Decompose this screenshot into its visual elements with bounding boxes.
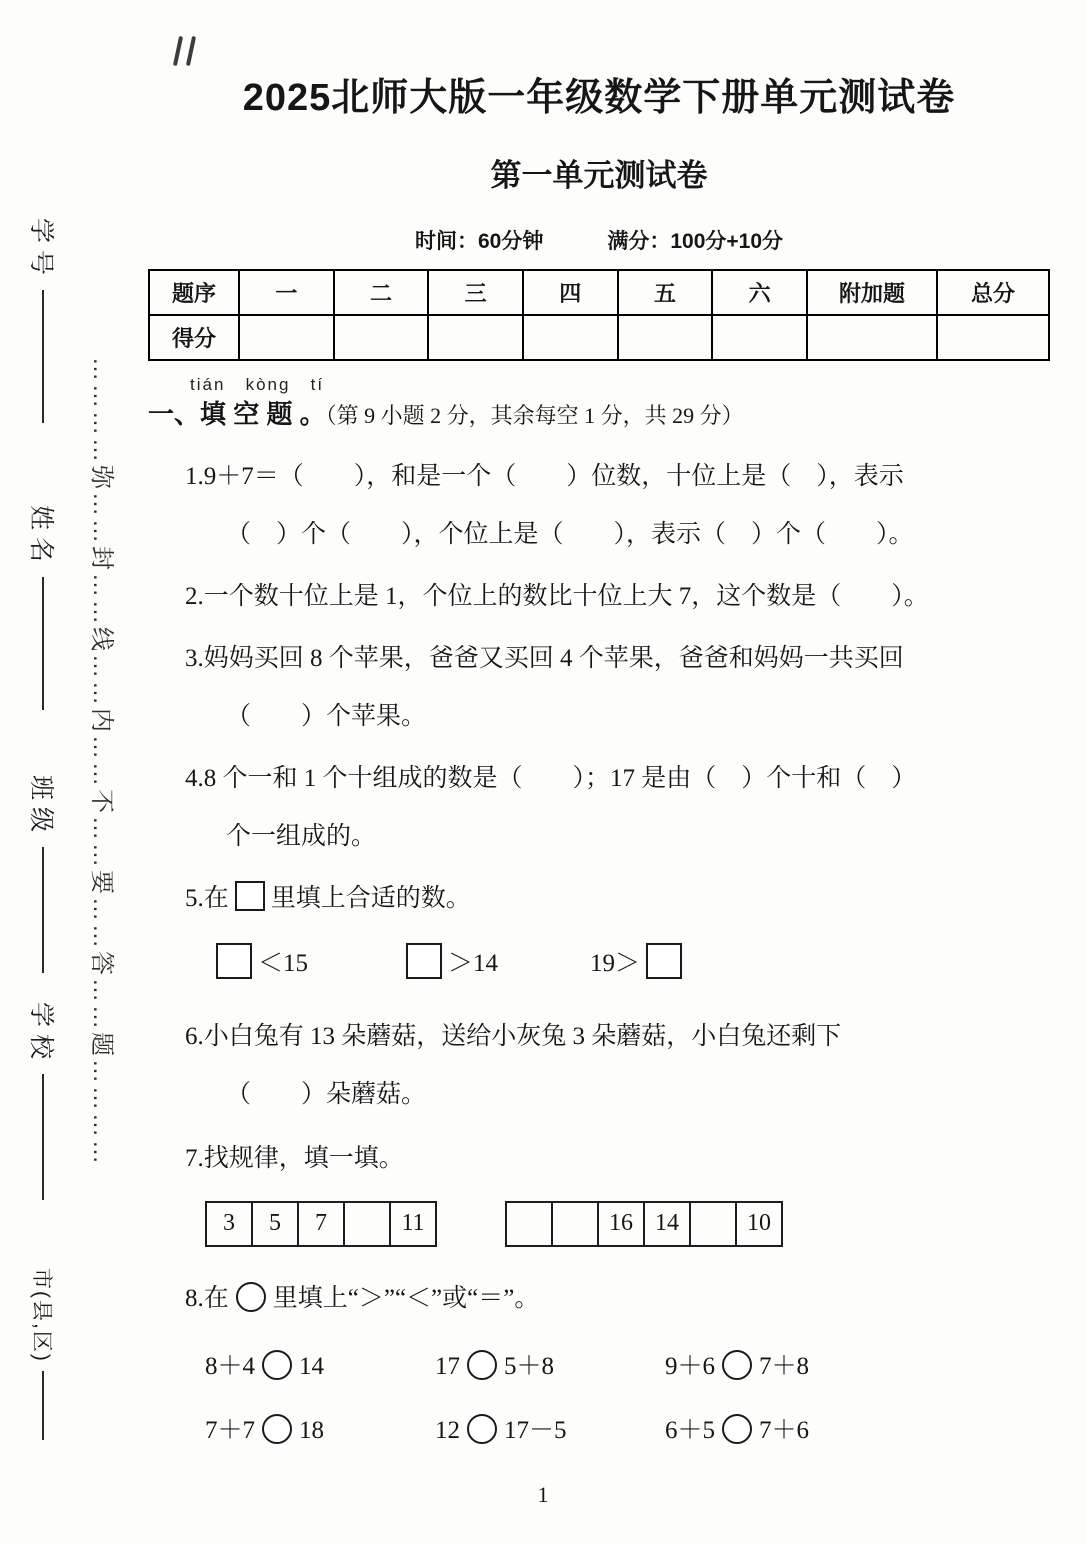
score-cell xyxy=(428,315,523,360)
score-cell xyxy=(937,315,1049,360)
question-3-line-1: 3.妈妈买回 8 个苹果，爸爸又买回 4 个苹果，爸爸和妈妈一共买回 xyxy=(185,644,904,672)
full-score: 满分：100分+10分 xyxy=(607,229,784,253)
question-8 xyxy=(148,1281,1050,1317)
score-cell xyxy=(239,315,334,360)
blank-box-icon xyxy=(406,943,442,979)
score-table-header: 一 xyxy=(239,270,334,315)
section-one-note: （第 9 小题 2 分，其余每空 1 分，共 29 分） xyxy=(325,402,744,428)
pattern-cell: 11 xyxy=(390,1202,436,1246)
score-table-header: 二 xyxy=(334,270,429,315)
section-one-title: 一、填 空 题 。 xyxy=(148,398,326,429)
question-8-row-1 xyxy=(148,1347,1050,1387)
score-table-header-row xyxy=(149,270,1049,315)
question-1-line-2: （ ）个（ ），个位上是（ ），表示（ ）个（ ）。 xyxy=(226,520,914,548)
score-row-label: 得分 xyxy=(149,315,239,360)
pattern-cell: 16 xyxy=(598,1202,644,1246)
field-class-label: 班级 xyxy=(27,775,55,840)
score-table-header: 六 xyxy=(712,270,807,315)
pattern-cell: 5 xyxy=(252,1202,298,1246)
page-number: 1 xyxy=(537,1482,549,1507)
q8-right: 17－5 xyxy=(504,1416,567,1444)
score-cell xyxy=(807,315,937,360)
paper-body xyxy=(148,0,1050,1451)
question-5-items xyxy=(148,943,1050,979)
field-class xyxy=(28,775,58,973)
field-city-county xyxy=(28,1268,58,1440)
question-7-tables xyxy=(148,1201,1050,1247)
q5-item-2 xyxy=(400,943,498,979)
q8-right: 18 xyxy=(299,1416,325,1444)
pattern-row xyxy=(206,1202,436,1246)
q8-right: 5＋8 xyxy=(504,1352,555,1380)
paper-title: 2025北师大版一年级数学下册单元测试卷 xyxy=(242,77,956,119)
question-5-prefix: 5.在 xyxy=(185,884,229,912)
question-8-suffix: 里填上“＞”“＜”或“＝”。 xyxy=(272,1284,540,1312)
score-table-header: 五 xyxy=(618,270,713,315)
q8-left: 8＋4 xyxy=(205,1352,256,1380)
compare-circle-icon xyxy=(467,1414,497,1444)
pattern-cell: 7 xyxy=(298,1202,344,1246)
section-pinyin: tián kòng tí xyxy=(190,374,325,394)
score-table xyxy=(148,269,1050,361)
q8-item-4 xyxy=(205,1411,435,1451)
field-student-number xyxy=(28,218,58,423)
field-city-county-label: 市(县,区) xyxy=(30,1268,53,1363)
q8-left: 12 xyxy=(435,1416,460,1444)
q8-right: 7＋6 xyxy=(759,1416,810,1444)
pattern-cell: 3 xyxy=(206,1202,252,1246)
question-4-line-2: 个一组成的。 xyxy=(226,822,377,850)
q5-item-3-text: 19＞ xyxy=(590,949,641,977)
q8-item-1 xyxy=(205,1347,435,1387)
score-table-score-row xyxy=(149,315,1049,360)
question-5 xyxy=(148,881,1050,917)
fill-line xyxy=(42,1074,44,1200)
field-school xyxy=(28,1002,58,1200)
q8-left: 6＋5 xyxy=(665,1416,716,1444)
score-cell xyxy=(712,315,807,360)
q8-item-2 xyxy=(435,1347,665,1387)
pattern-cell xyxy=(506,1202,552,1246)
compare-circle-icon xyxy=(467,1350,497,1380)
question-1-line-1: 1.9＋7＝（ ），和是一个（ ）位数，十位上是（ ），表示 xyxy=(185,462,904,490)
q8-item-6 xyxy=(665,1411,895,1451)
q8-left: 7＋7 xyxy=(205,1416,256,1444)
compare-circle-icon xyxy=(262,1350,292,1380)
field-school-label: 学校 xyxy=(27,1002,55,1067)
pattern-cell xyxy=(690,1202,736,1246)
score-table-header: 附加题 xyxy=(807,270,937,315)
q5-item-3 xyxy=(590,943,688,979)
field-name xyxy=(28,505,58,710)
field-name-label: 姓名 xyxy=(27,505,55,570)
unit-title: 第一单元测试卷 xyxy=(490,157,708,193)
q5-item-2-text: ＞14 xyxy=(448,949,499,977)
q8-right: 7＋8 xyxy=(759,1352,810,1380)
q8-left: 17 xyxy=(435,1352,460,1380)
question-8-prefix: 8.在 xyxy=(185,1284,229,1312)
score-cell xyxy=(334,315,429,360)
time-limit: 时间：60分钟 xyxy=(414,229,544,253)
blank-box-icon xyxy=(235,881,265,911)
blank-box-icon xyxy=(216,943,252,979)
fill-line xyxy=(42,290,44,423)
pattern-cell: 14 xyxy=(644,1202,690,1246)
number-pattern-table-1 xyxy=(205,1201,437,1247)
blank-box-icon xyxy=(646,943,682,979)
score-table-header: 题序 xyxy=(149,270,239,315)
score-table-header: 四 xyxy=(523,270,618,315)
q8-item-3 xyxy=(665,1347,895,1387)
fill-line xyxy=(42,1371,44,1440)
compare-circle-icon xyxy=(722,1350,752,1380)
score-cell xyxy=(523,315,618,360)
seal-line-text: …………弥……封……线……内……不……要……答……题………… xyxy=(88,357,115,1167)
q8-item-5 xyxy=(435,1411,665,1451)
fill-line xyxy=(42,847,44,973)
question-6-line-1: 6.小白兔有 13 朵蘑菇，送给小灰兔 3 朵蘑菇，小白兔还剩下 xyxy=(185,1022,842,1050)
pattern-cell xyxy=(344,1202,390,1246)
pattern-row xyxy=(506,1202,782,1246)
compare-circle-icon xyxy=(262,1414,292,1444)
field-student-number-label: 学号 xyxy=(27,218,55,283)
pattern-cell xyxy=(552,1202,598,1246)
score-cell xyxy=(618,315,713,360)
fill-line xyxy=(42,577,44,710)
q8-left: 9＋6 xyxy=(665,1352,716,1380)
question-3-line-2: （ ）个苹果。 xyxy=(226,702,427,730)
question-5-suffix: 里填上合适的数。 xyxy=(270,884,471,912)
compare-circle-icon xyxy=(236,1282,266,1312)
pattern-cell: 10 xyxy=(736,1202,782,1246)
score-table-header: 总分 xyxy=(937,270,1049,315)
question-7: 7.找规律，填一填。 xyxy=(185,1144,404,1172)
question-2: 2.一个数十位上是 1，个位上的数比十位上大 7，这个数是（ ）。 xyxy=(185,582,929,610)
score-table-header: 三 xyxy=(428,270,523,315)
q8-right: 14 xyxy=(299,1352,325,1380)
number-pattern-table-2 xyxy=(505,1201,783,1247)
q5-item-1-text: ＜15 xyxy=(258,949,309,977)
section-one-heading xyxy=(148,397,1050,433)
q5-item-1 xyxy=(210,943,308,979)
question-4-line-1: 4.8 个一和 1 个十组成的数是（ ）；17 是由（ ）个十和（ ） xyxy=(185,764,917,792)
question-8-row-2 xyxy=(148,1411,1050,1451)
compare-circle-icon xyxy=(722,1414,752,1444)
question-6-line-2: （ ）朵蘑菇。 xyxy=(226,1080,427,1108)
exam-meta xyxy=(148,225,1050,255)
